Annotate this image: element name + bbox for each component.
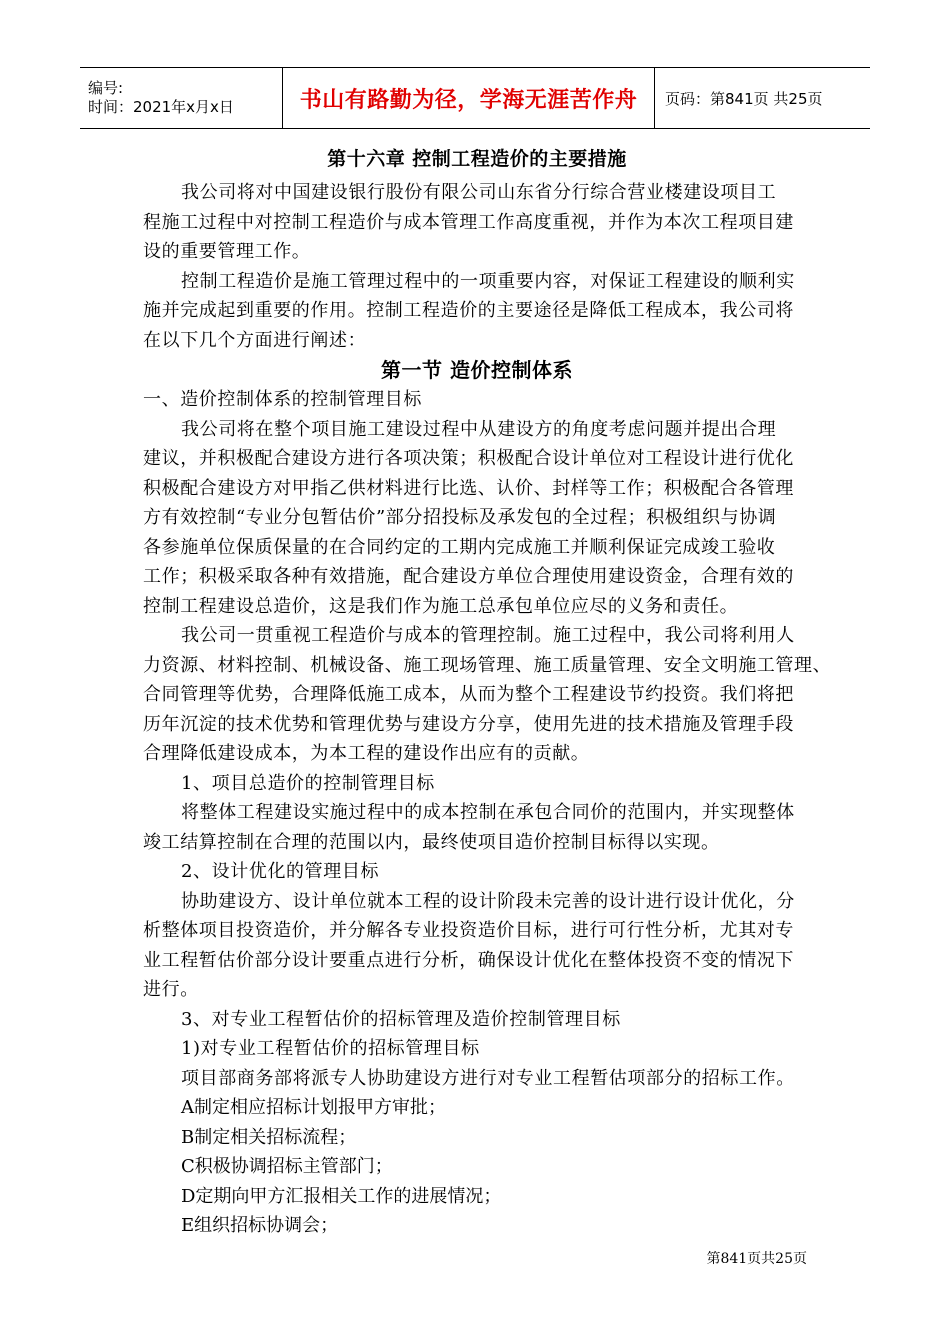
list-item: D定期向甲方汇报相关工作的进展情况；	[181, 1185, 502, 1207]
header-page-cell	[655, 68, 870, 128]
sub-heading-1: 1、项目总造价的控制管理目标	[181, 772, 435, 794]
sub-heading-2: 2、设计优化的管理目标	[181, 861, 380, 882]
paragraph-line: 施并完成起到重要的作用。控制工程造价的主要途径是降低工程成本，我公司将	[143, 300, 794, 321]
paragraph-line: 合理降低建设成本，为本工程的建设作出应有的贡献。	[143, 743, 590, 764]
header-motto-cell	[283, 68, 655, 128]
paragraph-line: 控制工程建设总造价，这是我们作为施工总承包单位应尽的义务和责任。	[143, 595, 739, 617]
paragraph-line: 协助建设方、设计单位就本工程的设计阶段未完善的设计进行设计优化，分	[181, 890, 795, 912]
paragraph-line: 在以下几个方面进行阐述：	[143, 329, 367, 351]
paragraph-line: 我公司将在整个项目施工建设过程中从建设方的角度考虑问题并提出合理	[181, 418, 777, 440]
list-item: E组织招标协调会；	[181, 1215, 339, 1236]
cost-paragraph	[143, 621, 832, 769]
document-header	[80, 67, 870, 129]
paragraph-line: 力资源、材料控制、机械设备、施工现场管理、施工质量管理、安全文明施工管理、	[143, 654, 832, 676]
paragraph-line: 历年沉淀的技术优势和管理优势与建设方分享，使用先进的技术措施及管理手段	[143, 713, 794, 735]
paragraph-line: 进行。	[143, 979, 199, 1000]
paragraph-line: 我公司将对中国建设银行股份有限公司山东省分行综合营业楼建设项目工	[181, 182, 777, 203]
list-item: A制定相应招标计划报甲方审批；	[181, 1097, 446, 1118]
paragraph-line: 积极配合建设方对甲指乙供材料进行比选、认价、封样等工作；积极配合各管理	[143, 477, 794, 499]
paragraph-line: 控制工程造价是施工管理过程中的一项重要内容，对保证工程建设的顺利实	[181, 270, 795, 292]
paragraph-line: 业工程暂估价部分设计要重点进行分析，确保设计优化在整体投资不变的情况下	[143, 949, 794, 971]
header-date-label: 时间：2021年x月x日	[88, 98, 234, 116]
task-list	[143, 1093, 811, 1241]
paragraph-line: 我公司一贯重视工程造价与成本的管理控制。施工过程中，我公司将利用人	[181, 625, 795, 646]
header-page-label: 页码：第841页 共25页	[665, 89, 823, 108]
paragraph-line: 方有效控制“专业分包暂估价”部分招投标及承发包的全过程；积极组织与协调	[143, 507, 777, 528]
paragraph-line: 将整体工程建设实施过程中的成本控制在承包合同价的范围内，并实现整体	[181, 802, 795, 823]
paragraph-line: 设的重要管理工作。	[143, 241, 311, 262]
paragraph-line: 各参施单位保质保量的在合同约定的工期内完成施工并顺利保证完成竣工验收	[143, 536, 776, 558]
sub-heading-3-1: 1)对专业工程暂估价的招标管理目标	[181, 1038, 480, 1059]
paragraph-line: 析整体项目投资造价，并分解各专业投资造价目标，进行可行性分析，尤其对专	[143, 920, 794, 941]
section-title: 第一节 造价控制体系	[381, 358, 573, 382]
list-item: C积极协调招标主管部门；	[181, 1156, 393, 1177]
sub-heading-3: 3、对专业工程暂估价的招标管理及造价控制管理目标	[181, 1008, 621, 1030]
paragraph-line: 工作；积极采取各种有效措施，配合建设方单位合理使用建设资金，合理有效的	[143, 566, 794, 587]
header-number-label: 编号:	[88, 79, 124, 97]
paragraph-line: 建议，并积极配合建设方进行各项决策；积极配合设计单位对工程设计进行优化	[143, 448, 794, 469]
page-footer: 第841页共25页	[706, 1251, 807, 1267]
paragraph-line: 程施工过程中对控制工程造价与成本管理工作高度重视，并作为本次工程项目建	[143, 211, 794, 233]
list-item: B制定相关招标流程；	[181, 1126, 357, 1148]
sub-2-paragraph	[143, 887, 811, 1005]
header-motto: 书山有路勤为径，学海无涯苦作舟	[299, 87, 638, 113]
document-body	[143, 140, 832, 1241]
goal-paragraph	[143, 415, 811, 622]
sub-1-paragraph	[143, 798, 811, 857]
paragraph-line: 竣工结算控制在合理的范围以内，最终使项目造价控制目标得以实现。	[143, 831, 720, 853]
chapter-title: 第十六章 控制工程造价的主要措施	[327, 148, 627, 170]
intro-paragraph-1	[143, 178, 811, 267]
intro-paragraph-2	[143, 267, 811, 356]
header-meta-cell	[80, 68, 283, 128]
paragraph-line: 合同管理等优势，合理降低施工成本，从而为整个工程建设节约投资。我们将把	[143, 684, 794, 705]
heading-1: 一、造价控制体系的控制管理目标	[143, 389, 422, 410]
sub-3-paragraph: 项目部商务部将派专人协助建设方进行对专业工程暂估项部分的招标工作。	[181, 1067, 795, 1089]
